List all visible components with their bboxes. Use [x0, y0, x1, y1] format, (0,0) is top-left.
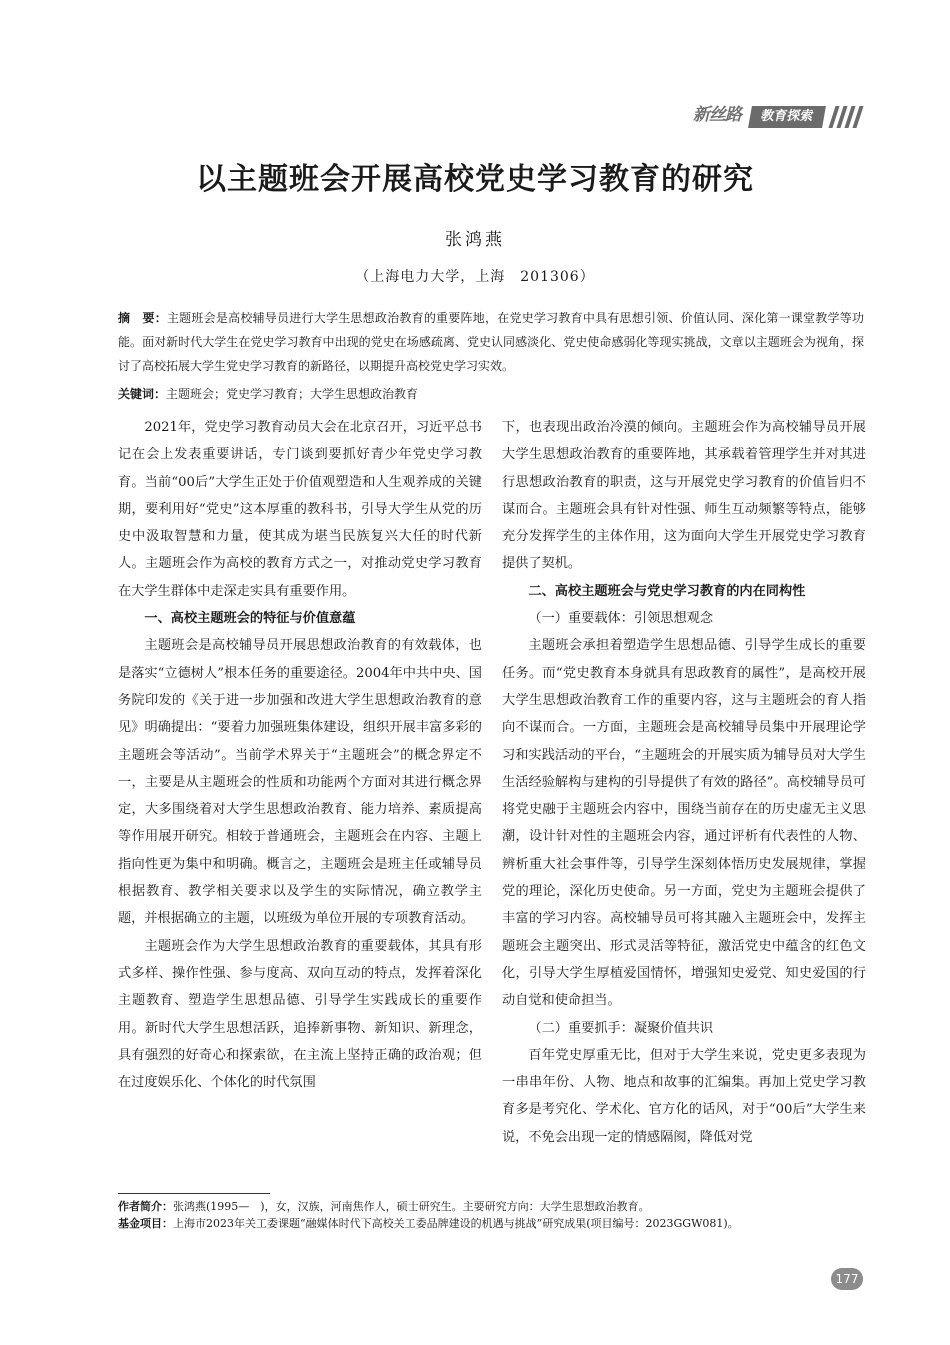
author-affiliation: （上海电力大学，上海 201306）: [355, 269, 595, 285]
subsection-heading: （一）重要载体：引领思想观念: [528, 611, 714, 627]
abstract: [118, 306, 864, 378]
author-bio-label: 作者简介：: [118, 1200, 173, 1213]
keywords-label: 关键词：: [118, 387, 167, 401]
funding-note: [118, 1215, 864, 1232]
left-column: [118, 414, 482, 1096]
footnote-divider: [118, 1193, 270, 1194]
paragraph: 主题班会承担着塑造学生思想品德、引导学生成长的重要任务。而“党史教育本身就具有思政教育的属性”，是高校开展大学生思想政治教育工作的重要内容，这与主题班会的育人指向不谋而合。一方面，主题班会是高校辅导员集中开展理论学习和实践活动的平台，“主题班会的开展实质为辅导员对大学生生活经验解构与建构的引导提供了有效的路径”。高校辅导员可将党史融于主题班会内容中，围绕当前存在的历史虚无主义思潮，设计针对性的主题班会内容，通过评析有代表性的人物、辨析重大社会事件等，引导学生深刻体悟历史发展规律，掌握党的理论，深化历史使命。另一方面，党史为主题班会提供了丰富的学习内容。高校辅导员可将其融入主题班会中，发挥主题班会主题突出、形式灵活等特征，激活党史中蕴含的红色文化，引导大学生厚植爱国情怀，增强知史爱党、知史爱国的行动自觉和使命担当。: [502, 638, 866, 1009]
decorative-stripes: [830, 106, 864, 128]
article-author: 张鸿燕: [445, 230, 505, 250]
section-heading-2: 二、高校主题班会与党史学习教育的内在同构性: [528, 583, 806, 599]
abstract-label: 摘 要：: [118, 311, 167, 325]
keywords: [118, 382, 864, 406]
funding-text: 上海市2023年关工委课题“融媒体时代下高校关工委品牌建设的机遇与挑战”研究成果(项目编号：2023GGW081)。: [173, 1217, 739, 1230]
author-bio: [118, 1198, 864, 1215]
paragraph: 2021年，党史学习教育动员大会在北京召开，习近平总书记在会上发表重要讲话，专门谈到要抓好青少年党史学习教育。当前“00后”大学生正处于价值观塑造和人生观养成的关键期，要利用好“党史”这本厚重的教科书，引导大学生从党的历史中汲取智慧和力量，使其成为堪当民族复兴大任的时代新人。主题班会作为高校的教育方式之一，对推动党史学习教育在大学生群体中走深走实具有重要作用。: [118, 420, 482, 599]
author-bio-text: 张鸿燕(1995— )，女，汉族，河南焦作人，硕士研究生。主要研究方向：大学生思想政治教育。: [173, 1200, 650, 1213]
journal-brand: 新丝路: [693, 105, 741, 125]
paragraph: 百年党史厚重无比，但对于大学生来说，党史更多表现为一串串年份、人物、地点和故事的汇编集。再加上党史学习教育多是考究化、学术化、官方化的话风，对于“00后”大学生来说，不免会出现一定的情感隔阂，降低对党: [502, 1047, 866, 1145]
footnotes: [118, 1198, 864, 1232]
keywords-text: 主题班会；党史学习教育；大学生思想政治教育: [166, 387, 419, 401]
funding-label: 基金项目：: [118, 1217, 173, 1230]
right-column: [502, 414, 866, 1151]
journal-header: [693, 102, 868, 130]
subsection-heading: （二）重要抓手：凝聚价值共识: [528, 1020, 714, 1036]
paragraph: 主题班会作为大学生思想政治教育的重要载体，其具有形式多样、操作性强、参与度高、双向互动的特点，发挥着深化主题教育、塑造学生思想品德、引导学生实践成长的重要作用。新时代大学生思想活跃，追捧新事物、新知识、新理念，具有强烈的好奇心和探索欲，在主流上坚持正确的政治观；但在过度娱乐化、个体化的时代氛围: [118, 938, 482, 1091]
page-number: 177: [831, 1268, 863, 1290]
section-heading-1: 一、高校主题班会的特征与价值意蕴: [144, 611, 356, 627]
paragraph: 下，也表现出政治冷漠的倾向。主题班会作为高校辅导员开展大学生思想政治教育的重要阵地，其承载着管理学生并对其进行思想政治教育的职责，这与开展党史学习教育的价值旨归不谋而合。主题班会具有针对性强、师生互动频繁等特点，能够充分发挥学生的主体作用，这为面向大学生开展党史学习教育提供了契机。: [502, 420, 866, 572]
section-tag: 教育探索: [748, 106, 826, 128]
paragraph: 主题班会是高校辅导员开展思想政治教育的有效载体，也是落实“立德树人”根本任务的重要途径。2004年中共中央、国务院印发的《关于进一步加强和改进大学生思想政治教育的意见》明确提出：“要着力加强班集体建设，组织开展丰富多彩的主题班会等活动”。当前学术界关于“主题班会”的概念界定不一，主要是从主题班会的性质和功能两个方面对其进行概念界定，大多围绕着对大学生思想政治教育、能力培养、素质提高等作用展开研究。相较于普通班会，主题班会在内容、主题上指向性更为集中和明确。概言之，主题班会是班主任或辅导员根据教育、教学相关要求以及学生的实际情况，确立教学主题，并根据确立的主题，以班级为单位开展的专项教育活动。: [118, 638, 482, 927]
abstract-text: 主题班会是高校辅导员进行大学生思想政治教育的重要阵地，在党史学习教育中具有思想引领、价值认同、深化第一课堂教学等功能。面对新时代大学生在党史学习教育中出现的党史在场感疏离、党史认同感淡化、党史使命感弱化等现实挑战，文章以主题班会为视角，探讨了高校拓展大学生党史学习教育的新路径，以期提升高校党史学习实效。: [118, 311, 864, 373]
article-title: 以主题班会开展高校党史学习教育的研究: [196, 162, 754, 197]
